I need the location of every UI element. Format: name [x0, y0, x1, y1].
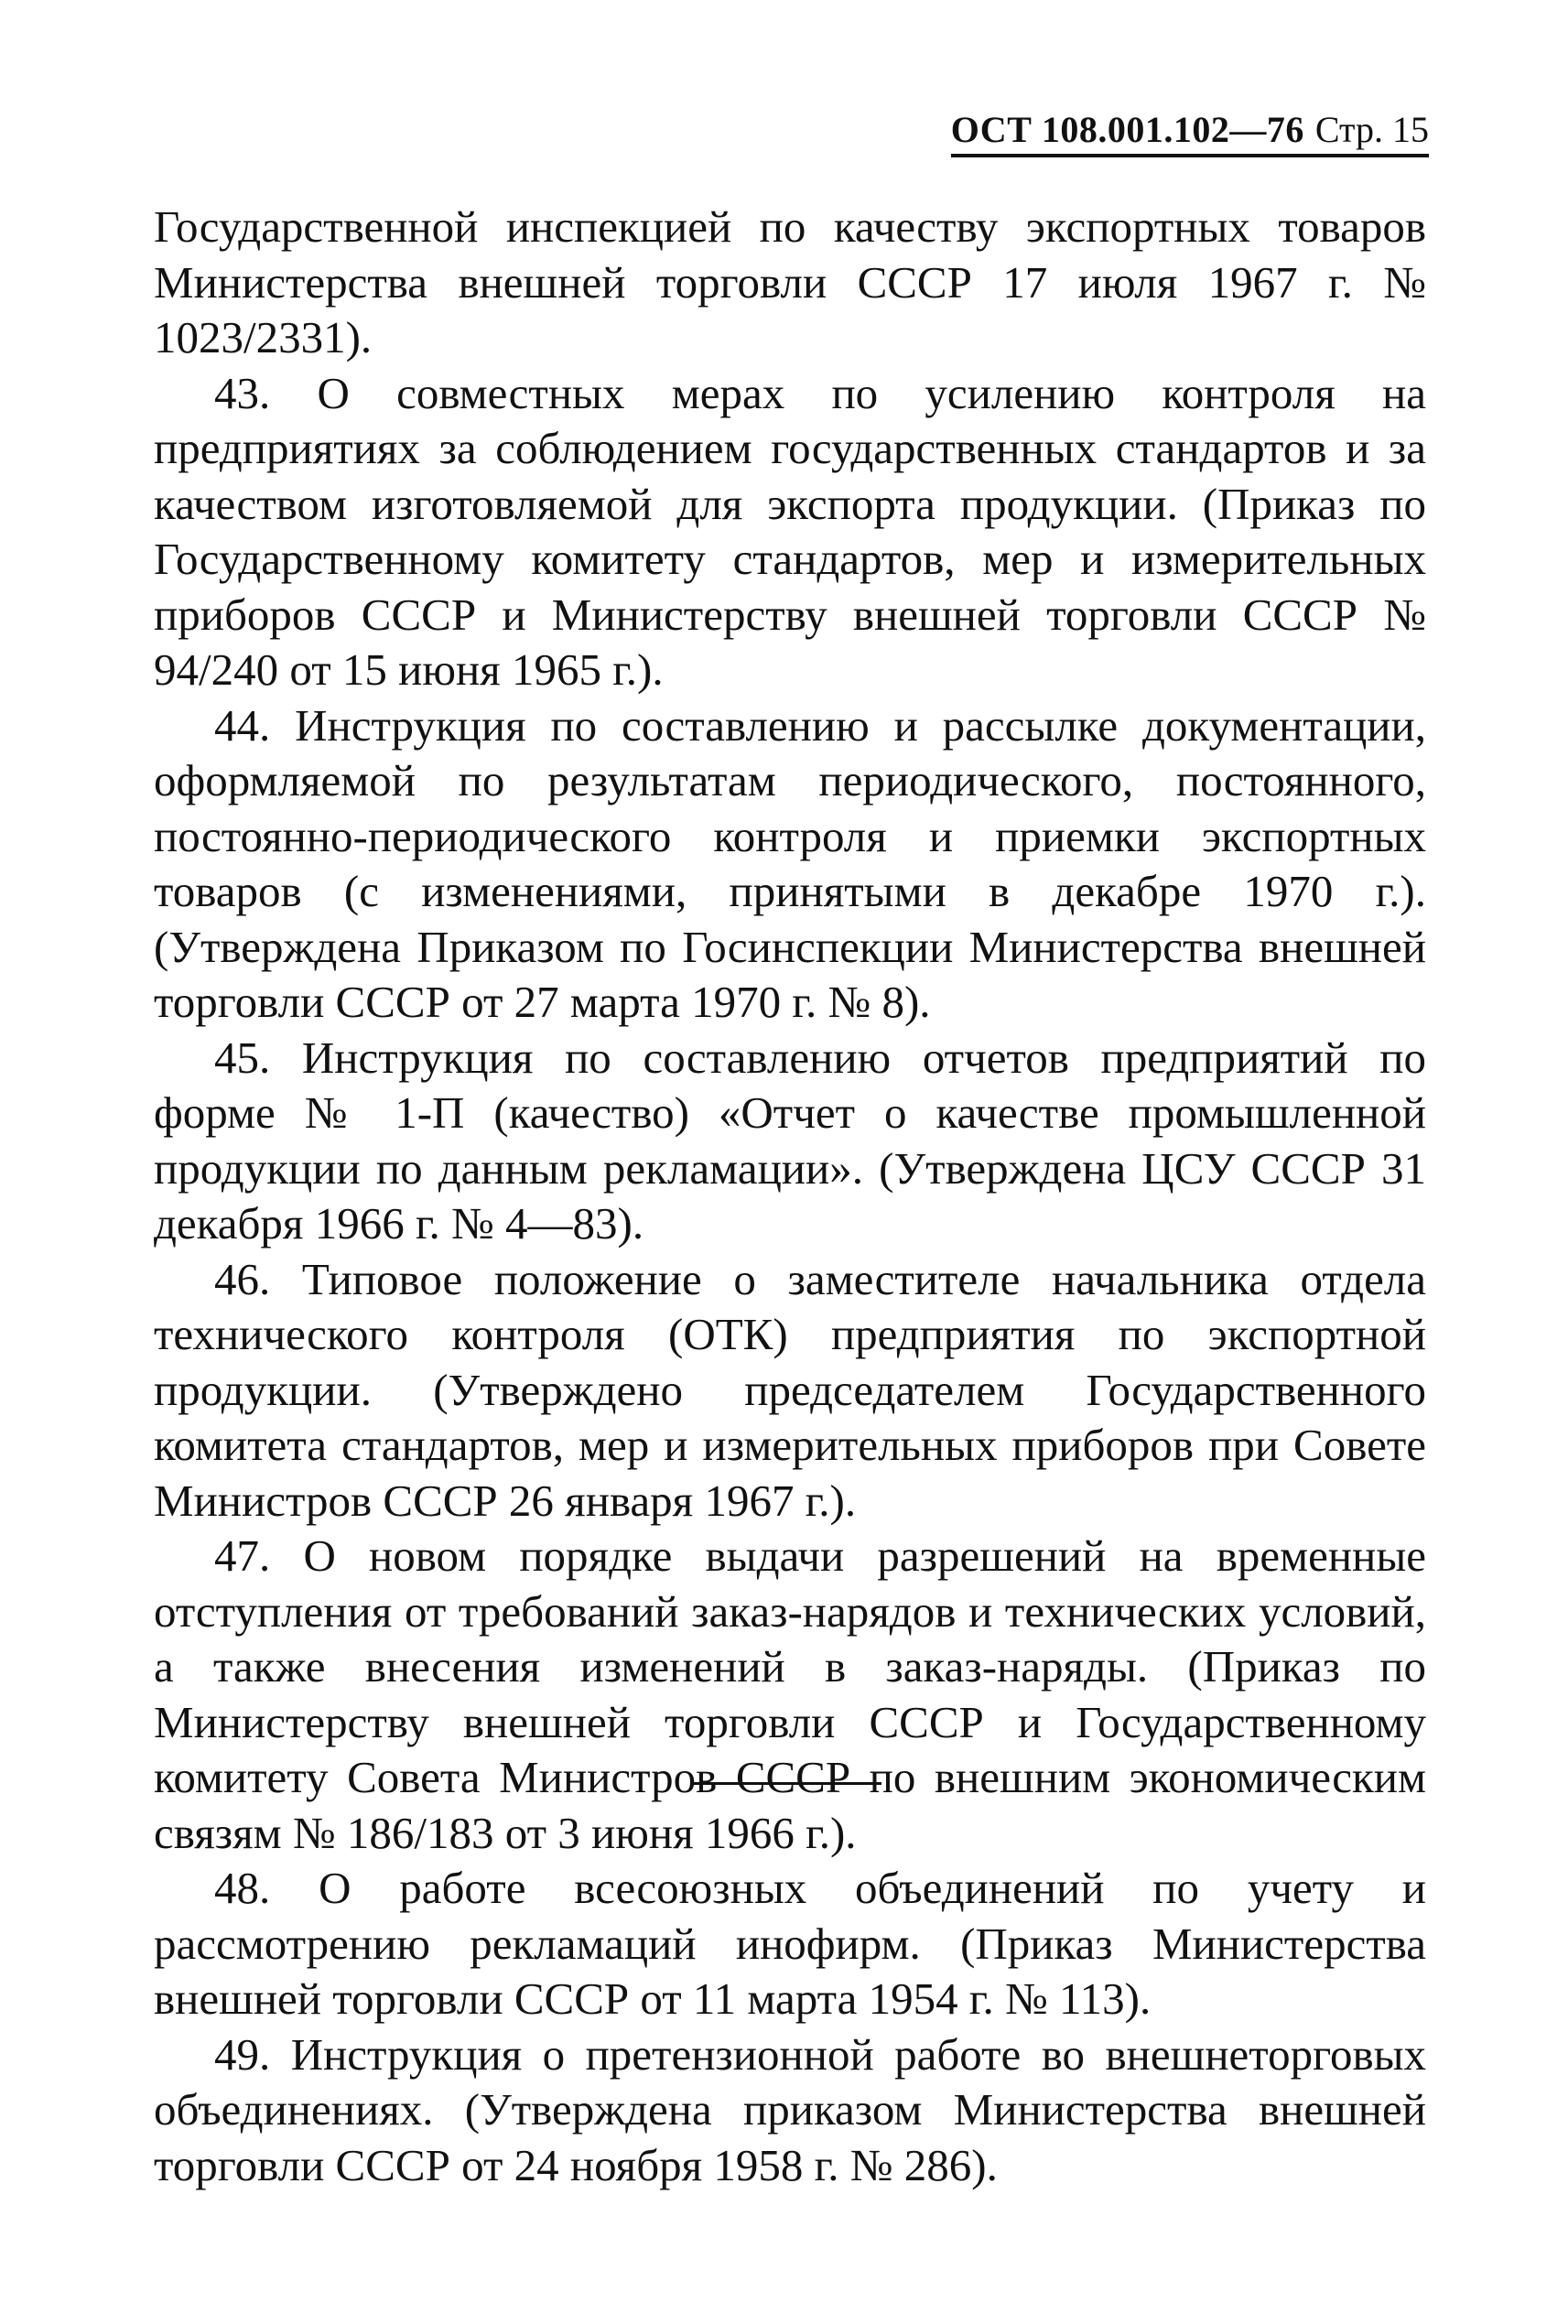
- document-body: [154, 200, 1426, 2193]
- list-item: [154, 2027, 1426, 2194]
- list-item: [154, 1529, 1426, 1861]
- item-text: О совместных мерах по усилению контроля на предприятиях за соблюдением государственных стандартов и за качеством изготовляемой для экспорта продукции. (Приказ по Государственному комитету стандартов, мер и измерительных приборов СССР и Министерству внешней торговли СССР № 94/240 от 15 июня 1965 г.).: [154, 367, 1426, 695]
- item-text: Инструкция о претензионной работе во внешнеторговых объединениях. (Утверждена приказом Министерства внешней торговли СССР от 24 ноября 1958 г. № 286).: [154, 2028, 1426, 2190]
- item-number: 44.: [214, 699, 271, 751]
- item-number: 43.: [214, 367, 271, 418]
- item-text: Инструкция по составлению отчетов предприятий по форме № 1-П (качество) «Отчет о качестве промышленной продукции по данным рекламации». (Утверждена ЦСУ СССР 31 декабря 1966 г. № 4—83).: [154, 1032, 1427, 1248]
- end-of-text-rule: [691, 1782, 881, 1785]
- list-item: [154, 698, 1426, 1031]
- item-number: 49.: [214, 2028, 271, 2080]
- item-number: 45.: [214, 1032, 271, 1083]
- item-number: 48.: [214, 1863, 271, 1913]
- item-text: О работе всесоюзных объединений по учету и рассмотрению рекламаций инофирм. (Приказ Министерства внешней торговли СССР от 11 марта 1954 г. № 113).: [154, 1863, 1427, 2024]
- item-text: Типовое положение о заместителе начальника отдела технического контроля (ОТК) предприятия по экспортной продукции. (Утверждено председателем Государственного комитета стандартов, мер и измерительных приборов при Совете Министров СССР 26 января 1967 г.).: [154, 1253, 1427, 1526]
- page-header: [951, 108, 1429, 157]
- item-text: О новом порядке выдачи разрешений на временные отступления от требований заказ-нарядов и технических условий, а также внесения изменений в заказ-наряды. (Приказ по Министерству внешней торговли СССР и Государственному комитету Совета Министров СССР по внешним экономическим связям № 186/183 от 3 июня 1966 г.).: [154, 1530, 1426, 1858]
- continuation-paragraph: Государственной инспекцией по качеству экспортных товаров Министерства внешней торговли СССР 17 июля 1967 г. № 1023/2331).: [154, 201, 1426, 362]
- item-text: Инструкция по составлению и рассылке документации, оформляемой по результатам периодического, постоянного, постоянно-периодического контроля и приемки экспортных товаров (с изменениями, принятыми в декабре 1970 г.). (Утверждена Приказом по Госинспекции Министерства внешней торговли СССР от 27 марта 1970 г. № 8).: [154, 699, 1426, 1027]
- list-item: [154, 1252, 1426, 1530]
- item-number: 46.: [214, 1253, 271, 1304]
- list-item: [154, 1861, 1426, 2027]
- list-item: [154, 366, 1426, 698]
- page-number: Стр. 15: [1314, 109, 1429, 150]
- list-item: [154, 1031, 1426, 1252]
- standard-code: ОСТ 108.001.102—76: [950, 109, 1304, 150]
- item-number: 47.: [214, 1530, 271, 1581]
